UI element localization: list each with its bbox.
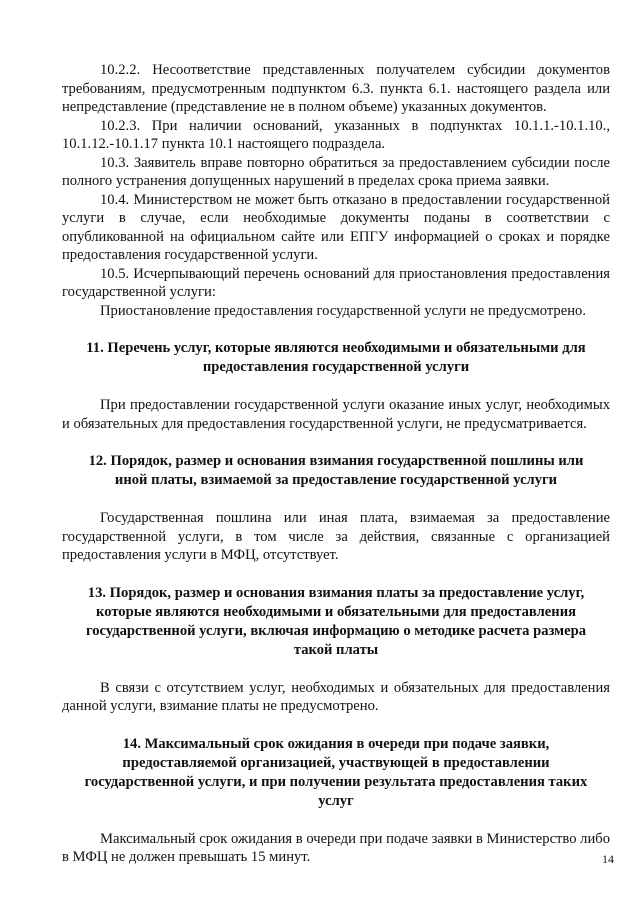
- section-14-heading: 14. Максимальный срок ожидания в очереди при подаче заявки, предоставляемой организацией, участвующей в предоставлении государственной услуги, и при получении результата предоставления таких услуг: [84, 735, 588, 809]
- section-13-heading: 13. Порядок, размер и основания взимания платы за предоставление услуг, которые являются необходимыми и обязательными для предоставления государственной услуги, включая информацию о методике расчета размера такой платы: [85, 584, 587, 658]
- paragraph-10-2-3: 10.2.3. При наличии оснований, указанных в подпунктах 10.1.1.-10.1.10., 10.1.12.-10.1.17 пункта 10.1 настоящего подраздела.: [62, 117, 610, 152]
- paragraph-10-3: 10.3. Заявитель вправе повторно обратиться за предоставлением субсидии после полного устранения допущенных нарушений в пределах срока приема заявки.: [62, 154, 610, 189]
- paragraph-suspension-note: Приостановление предоставления государственной услуги не предусмотрено.: [100, 302, 586, 319]
- paragraph-10-2-2: 10.2.2. Несоответствие представленных получателем субсидии документов требованиям, предусмотренным подпунктом 6.3. пункта 6.1. настоящего раздела или непредставление (представление не в полном объеме) указанных документов.: [62, 62, 610, 115]
- section-14-text: Максимальный срок ожидания в очереди при подаче заявки в Министерство либо в МФЦ не должен превышать 15 минут.: [62, 830, 610, 865]
- section-12-heading: 12. Порядок, размер и основания взимания государственной пошлины или иной платы, взимаемой за предоставление государственной услуги: [88, 453, 584, 488]
- section-11-text: При предоставлении государственной услуги оказание иных услуг, необходимых и обязательных для предоставления государственной услуги, не предусматривается.: [62, 397, 610, 432]
- paragraph-10-5: 10.5. Исчерпывающий перечень оснований для приостановления предоставления государственной услуги:: [62, 265, 610, 300]
- section-13-text: В связи с отсутствием услуг, необходимых и обязательных для предоставления данной услуги, взимание платы не предусмотрено.: [62, 679, 610, 714]
- section-11-heading: 11. Перечень услуг, которые являются необходимыми и обязательными для предоставления государственной услуги: [86, 340, 586, 375]
- section-12-text: Государственная пошлина или иная плата, взимаемая за предоставление государственной услуги, в том числе за действия, связанные с организацией предоставления услуги в МФЦ, отсутствует.: [62, 510, 610, 563]
- page-number: 14: [602, 852, 614, 866]
- page-content: [62, 61, 610, 867]
- paragraph-10-4: 10.4. Министерством не может быть отказано в предоставлении государственной услуги в случае, если необходимые документы поданы в соответствии с опубликованной на официальном сайте или ЕПГУ информацией о сроках и порядке предоставления государственной услуги.: [62, 191, 610, 263]
